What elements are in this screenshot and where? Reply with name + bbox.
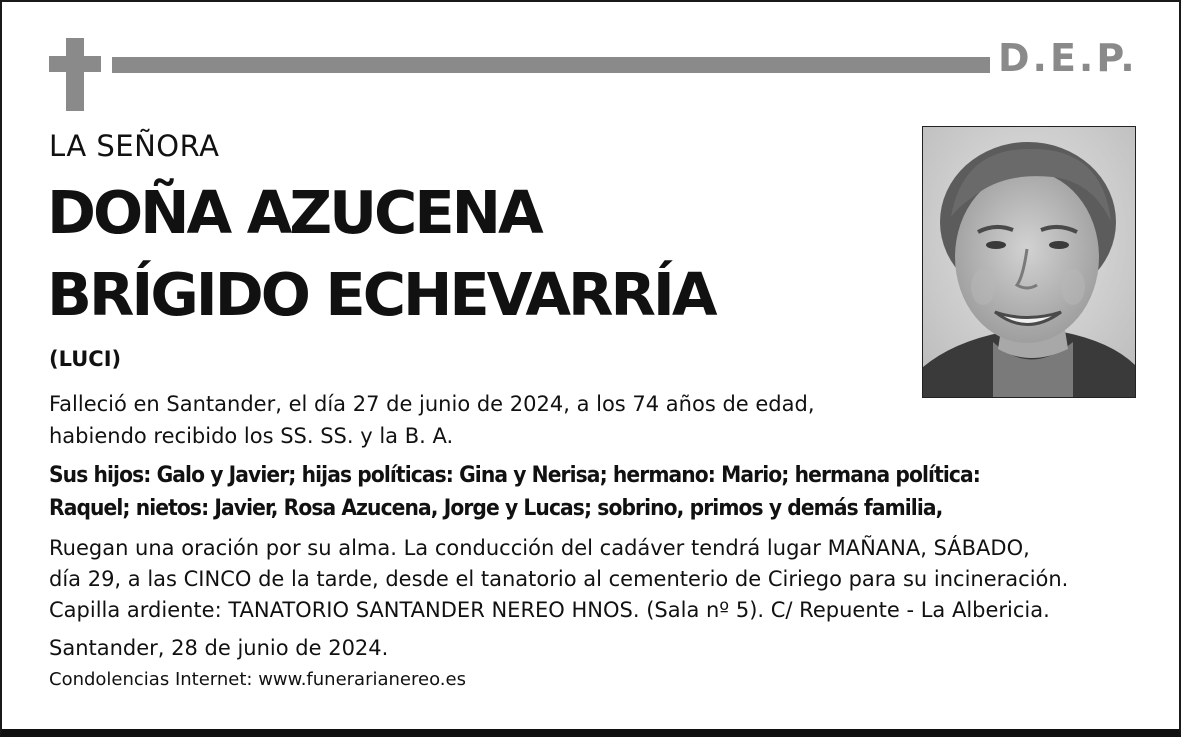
death-notice-line2: habiendo recibido los SS. SS. y la B. A.	[49, 424, 454, 448]
service-line1: Ruegan una oración por su alma. La conducción del cadáver tendrá lugar MAÑANA, SÁBADO,	[49, 536, 1030, 560]
header-rule	[112, 57, 990, 73]
condolences-website: Condolencias Internet: www.funerarianereo.es	[49, 669, 466, 690]
deceased-name-line1: DOÑA AZUCENA	[47, 178, 541, 247]
death-notice-line1: Falleció en Santander, el día 27 de junio de 2024, a los 74 años de edad,	[49, 392, 815, 416]
family-line1: Sus hijos: Galo y Javier; hijas políticas: Gina y Nerisa; hermano: Mario; hermana política:	[49, 462, 980, 488]
place-date: Santander, 28 de junio de 2024.	[49, 636, 389, 660]
deceased-name-line2: BRÍGIDO ECHEVARRÍA	[47, 260, 715, 329]
family-line2: Raquel; nietos: Javier, Rosa Azucena, Jorge y Lucas; sobrino, primos y demás familia,	[49, 495, 943, 521]
dep-abbreviation: D.E.P.	[998, 36, 1138, 80]
deceased-portrait-photo	[922, 126, 1136, 398]
honorific: LA SEÑORA	[49, 129, 220, 163]
service-line2: día 29, a las CINCO de la tarde, desde el tanatorio al cementerio de Ciriego para su incineración.	[49, 567, 1069, 591]
service-line3: Capilla ardiente: TANATORIO SANTANDER NEREO HNOS. (Sala nº 5). C/ Repuente - La Albericia.	[49, 598, 1050, 622]
latin-cross-icon	[49, 38, 101, 111]
nickname: (LUCI)	[49, 347, 122, 371]
